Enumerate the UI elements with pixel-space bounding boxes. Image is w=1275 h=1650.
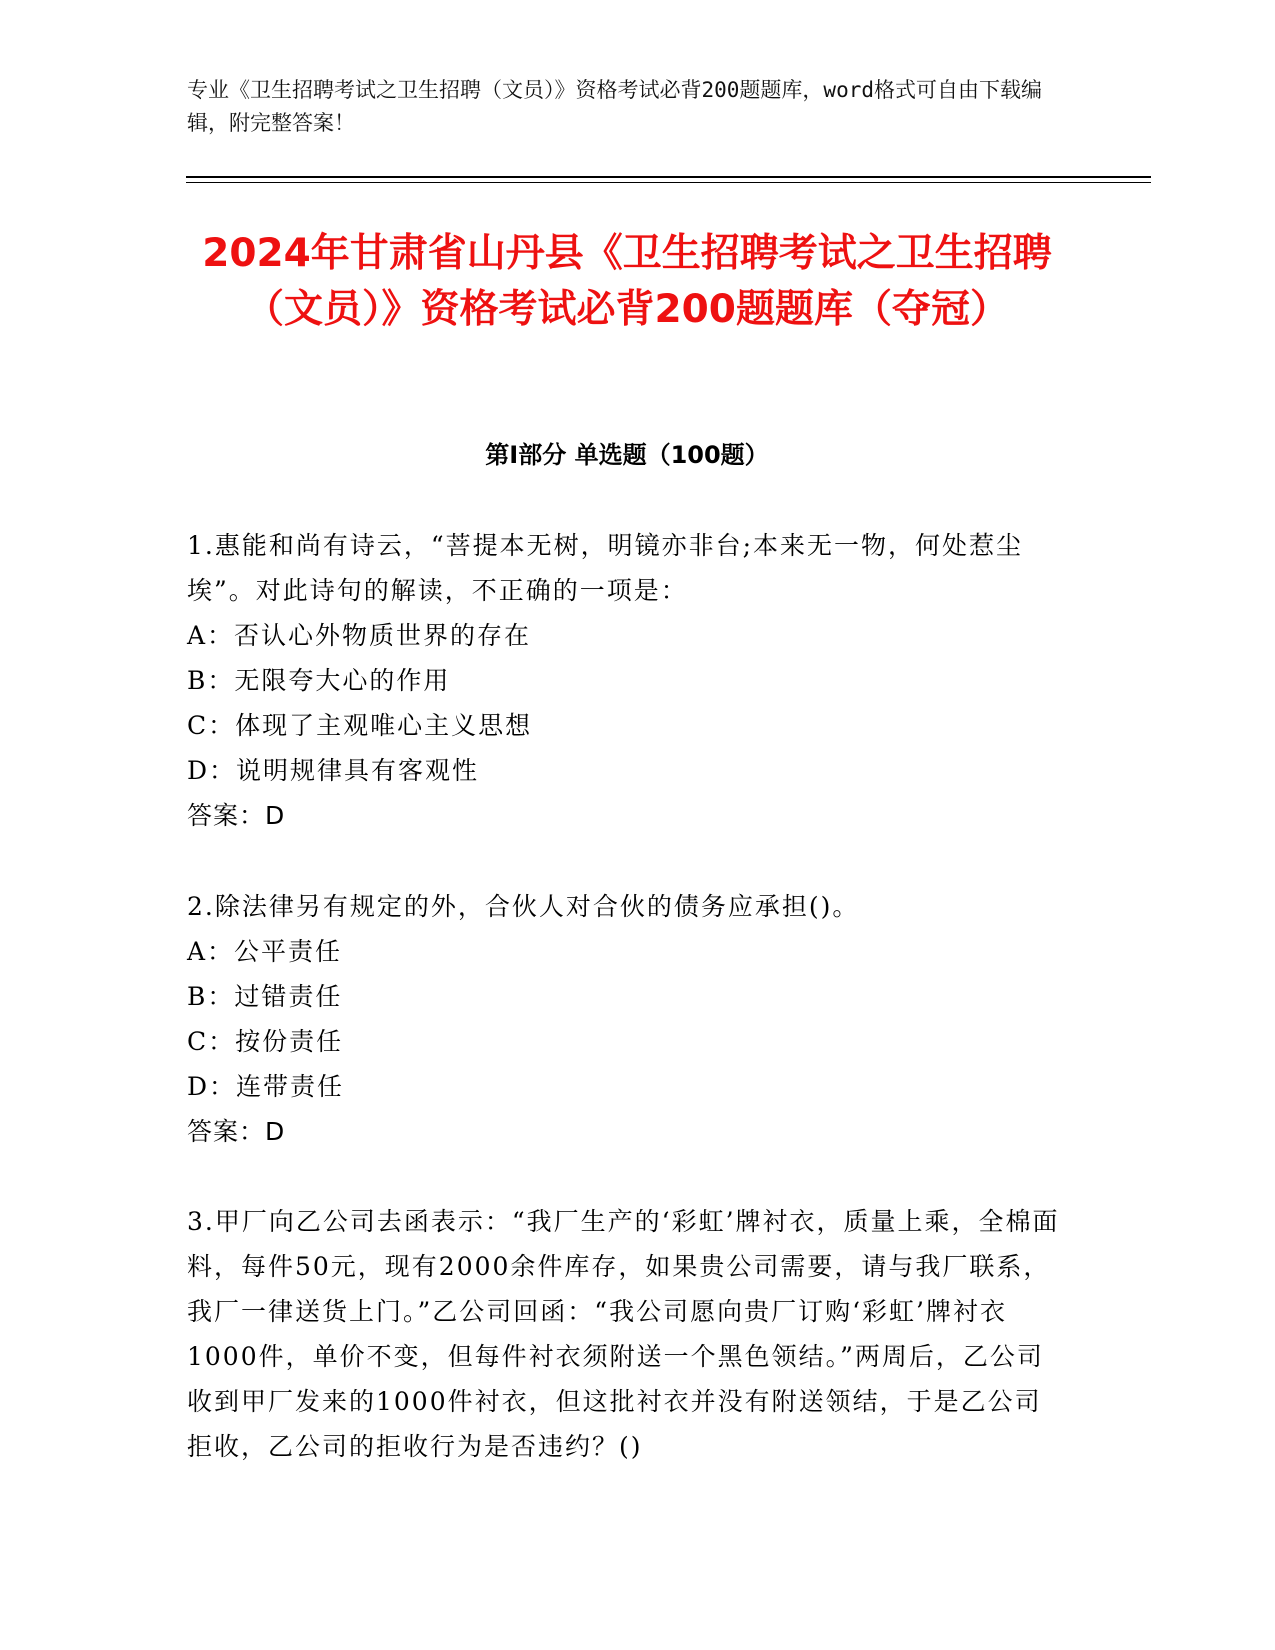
question-3 (187, 1199, 1067, 1469)
option-a: A：公平责任 (187, 937, 343, 966)
option-b: B：过错责任 (187, 982, 343, 1011)
answer: 答案：D (187, 1117, 286, 1146)
document-title: 2024年甘肃省山丹县《卫生招聘考试之卫生招聘（文员）》资格考试必背200题题库（夺冠） (202, 231, 1052, 332)
question-text: 2.除法律另有规定的外，合伙人对合伙的债务应承担()。 (187, 892, 860, 921)
header-rule-thin (186, 182, 1151, 183)
question-text: 1.惠能和尚有诗云，“菩提本无树，明镜亦非台;本来无一物，何处惹尘埃”。对此诗句的解读，不正确的一项是： (187, 531, 1024, 605)
section-heading: 第I部分 单选题（100题） (485, 441, 769, 469)
option-c: C：体现了主观唯心主义思想 (187, 711, 533, 740)
header-rule-thick (186, 176, 1151, 178)
question-1 (187, 523, 1067, 838)
question-text: 3.甲厂向乙公司去函表示：“我厂生产的‘彩虹’牌衬衣，质量上乘，全棉面料，每件50元，现有2000余件库存，如果贵公司需要，请与我厂联系，我厂一律送货上门。”乙公司回函：“我公司愿向贵厂订购‘彩虹’牌衬衣1000件，单价不变，但每件衬衣须附送一个黑色领结。”两周后，乙公司收到甲厂发来的1000件衬衣，但这批衬衣并没有附送领结，于是乙公司拒收，乙公司的拒收行为是否违约？() (187, 1207, 1060, 1461)
option-d: D：连带责任 (187, 1072, 345, 1101)
option-d: D：说明规律具有客观性 (187, 756, 480, 785)
question-2 (187, 884, 1067, 1154)
answer: 答案：D (187, 801, 286, 830)
option-a: A：否认心外物质世界的存在 (187, 621, 532, 650)
option-c: C：按份责任 (187, 1027, 344, 1056)
header-note: 专业《卫生招聘考试之卫生招聘（文员）》资格考试必背200题题库，word格式可自由下载编辑，附完整答案！ (187, 78, 1042, 135)
option-b: B：无限夸大心的作用 (187, 666, 451, 695)
